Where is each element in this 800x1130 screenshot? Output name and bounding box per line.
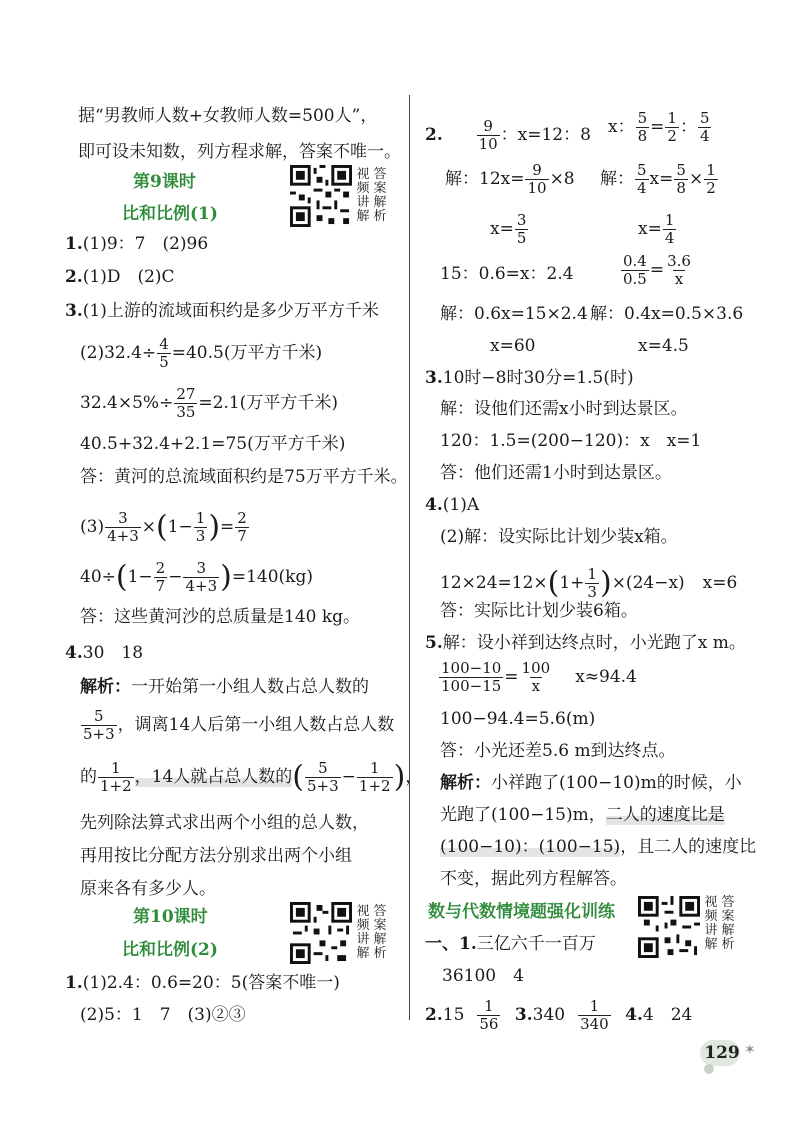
math-line: 32.4×5%÷ $\frac{27}{35}$ =2.1(万平方千米) — [80, 385, 338, 421]
qr-caption-col1: 视频讲解 — [356, 904, 370, 961]
text-line: (2)解：设实际比计划少装x箱。 — [440, 527, 678, 547]
math-line: 40÷(1− $\frac{2}{7}$ − $\frac{3}{4+3}$ )=140(kg) — [80, 559, 313, 595]
analysis-line: $\frac{5}{5+3}$ ，调离14人后第一小组人数占总人数 — [83, 707, 395, 743]
math-line: 100−94.4=5.6(m) — [440, 709, 596, 729]
text-line: (2)5：1 7 (3)②③ — [80, 1005, 246, 1025]
question-1: 1.(1)9：7 (2)96 — [65, 234, 209, 254]
math-line: (2)32.4÷ $\frac{4}{5}$ =40.5(万平方千米) — [80, 335, 323, 371]
lesson-10-subtitle: 比和比例(2) — [122, 940, 218, 960]
qr-caption-col2: 答案解析 — [373, 904, 387, 961]
section-answers-line: 2.15 $\frac{1}{56}$ 3.340 $\frac{1}{340}$ 4.4 24 — [425, 997, 693, 1033]
math-line: 120：1.5=(200−120)：x x=1 — [440, 431, 702, 451]
math-line: 解：0.6x=15×2.4 — [440, 304, 588, 324]
qr-code-graphic — [290, 165, 352, 227]
section-question-1: 一、1.三亿六千一百万 — [425, 934, 596, 954]
analysis-line: 再用按比分配方法分别求出两个小组 — [80, 846, 352, 866]
lesson-9-subtitle: 比和比例(1) — [122, 204, 218, 224]
analysis-line: 的 $\frac{1}{1+2}$ ，14人就占总人数的( $\frac{5}{5+3}$ − $\frac{1}{1+2}$ )， — [80, 759, 423, 795]
answer-line: 答：小光还差5.6 m到达终点。 — [440, 741, 676, 761]
answer-line: 答：他们还需1小时到达景区。 — [440, 463, 672, 483]
answer-line: 答：黄河的总流域面积约是75万平方千米。 — [80, 467, 408, 487]
qr-code-graphic — [638, 896, 700, 958]
text-line: 即可设未知数，列方程求解，答案不唯一。 — [78, 142, 401, 162]
qr-caption-col2: 答案解析 — [721, 895, 735, 952]
question-4: 4.(1)A — [425, 495, 480, 515]
analysis-line: 原来各有多少人。 — [80, 879, 216, 899]
math-line: 12×24=12×(1+ $\frac{1}{3}$ )×(24−x) x=6 — [440, 565, 738, 601]
question-4: 4.30 18 — [65, 643, 144, 663]
math-line: x： $\frac{5}{8}$ = $\frac{1}{2}$ ： $\frac{5}{4}$ — [608, 109, 710, 145]
analysis-line: 解析：一开始第一小组人数占总人数的 — [80, 677, 369, 697]
qr-code-icon[interactable] — [638, 896, 700, 958]
analysis-line: (100−10)：(100−15)，且二人的速度比 — [440, 837, 757, 857]
question-2: 2. $\frac{9}{10}$ ：x=12：8 — [425, 117, 591, 153]
question-2: 2.(1)D (2)C — [65, 267, 175, 287]
qr-code-graphic — [290, 902, 352, 964]
math-line: $\frac{100-10}{100-15}$ = $\frac{100}{x}$ x≈94.4 — [441, 659, 637, 695]
qr-caption — [356, 905, 387, 961]
lesson-10-title: 第10课时 — [133, 907, 208, 927]
math-line: 解：0.4x=0.5×3.6 — [590, 304, 744, 324]
math-line: x= $\frac{3}{5}$ — [490, 211, 527, 247]
qr-caption — [704, 896, 735, 952]
math-line: 解：12x= $\frac{9}{10}$ ×8 — [445, 161, 575, 197]
answer-line: 答：这些黄河沙的总质量是140 kg。 — [80, 607, 361, 627]
text-line: 据“男教师人数+女教师人数=500人”， — [78, 106, 378, 126]
question-3: 3.(1)上游的流域面积约是多少万平方千米 — [65, 301, 379, 321]
decorative-dot — [704, 1064, 714, 1074]
math-line: (3) $\frac{3}{4+3}$ ×(1− $\frac{1}{3}$ )= $\frac{2}{7}$ — [80, 509, 247, 545]
star-icon: ✶ — [744, 1042, 756, 1058]
question-3: 3.10时−8时30分=1.5(时) — [425, 368, 634, 388]
math-line: 15：0.6=x：2.4 — [440, 264, 574, 284]
analysis-line: 光跑了(100−15)m，二人的速度比是 — [440, 805, 725, 825]
qr-code-icon[interactable] — [290, 902, 352, 964]
text-line: 40.5+32.4+2.1=75(万平方千米) — [80, 434, 346, 454]
qr-caption-col1: 视频讲解 — [704, 895, 718, 952]
math-line: x=4.5 — [638, 336, 689, 356]
section-title: 数与代数情境题强化训练 — [428, 902, 615, 922]
qr-caption-col1: 视频讲解 — [356, 167, 370, 224]
math-line: $\frac{0.4}{0.5}$ = $\frac{3.6}{x}$ — [623, 252, 691, 288]
page-number: 129 — [704, 1043, 740, 1063]
qr-caption-col2: 答案解析 — [373, 167, 387, 224]
column-divider — [409, 95, 410, 1020]
question-5: 5.解：设小祥到达终点时，小光跑了x m。 — [425, 633, 746, 653]
qr-caption — [356, 168, 387, 224]
question-1: 1.(1)2.4：0.6=20：5(答案不唯一) — [65, 973, 340, 993]
math-line: 解： $\frac{5}{4}$ x= $\frac{5}{8}$ × $\frac{1}{2}$ — [600, 161, 716, 197]
answer-line: 答：实际比计划少装6箱。 — [440, 601, 638, 621]
math-line: x=60 — [490, 336, 536, 356]
lesson-9-title: 第9课时 — [133, 172, 196, 192]
text-line: 解：设他们还需x小时到达景区。 — [440, 399, 688, 419]
qr-code-icon[interactable] — [290, 165, 352, 227]
analysis-line: 解析：小祥跑了(100−10)m的时候，小 — [440, 773, 742, 793]
analysis-line: 不变，据此列方程解答。 — [440, 869, 627, 889]
math-line: x= $\frac{1}{4}$ — [638, 211, 675, 247]
analysis-line: 先列除法算式求出两个小组的总人数， — [80, 813, 369, 833]
text-line: 36100 4 — [442, 966, 524, 986]
